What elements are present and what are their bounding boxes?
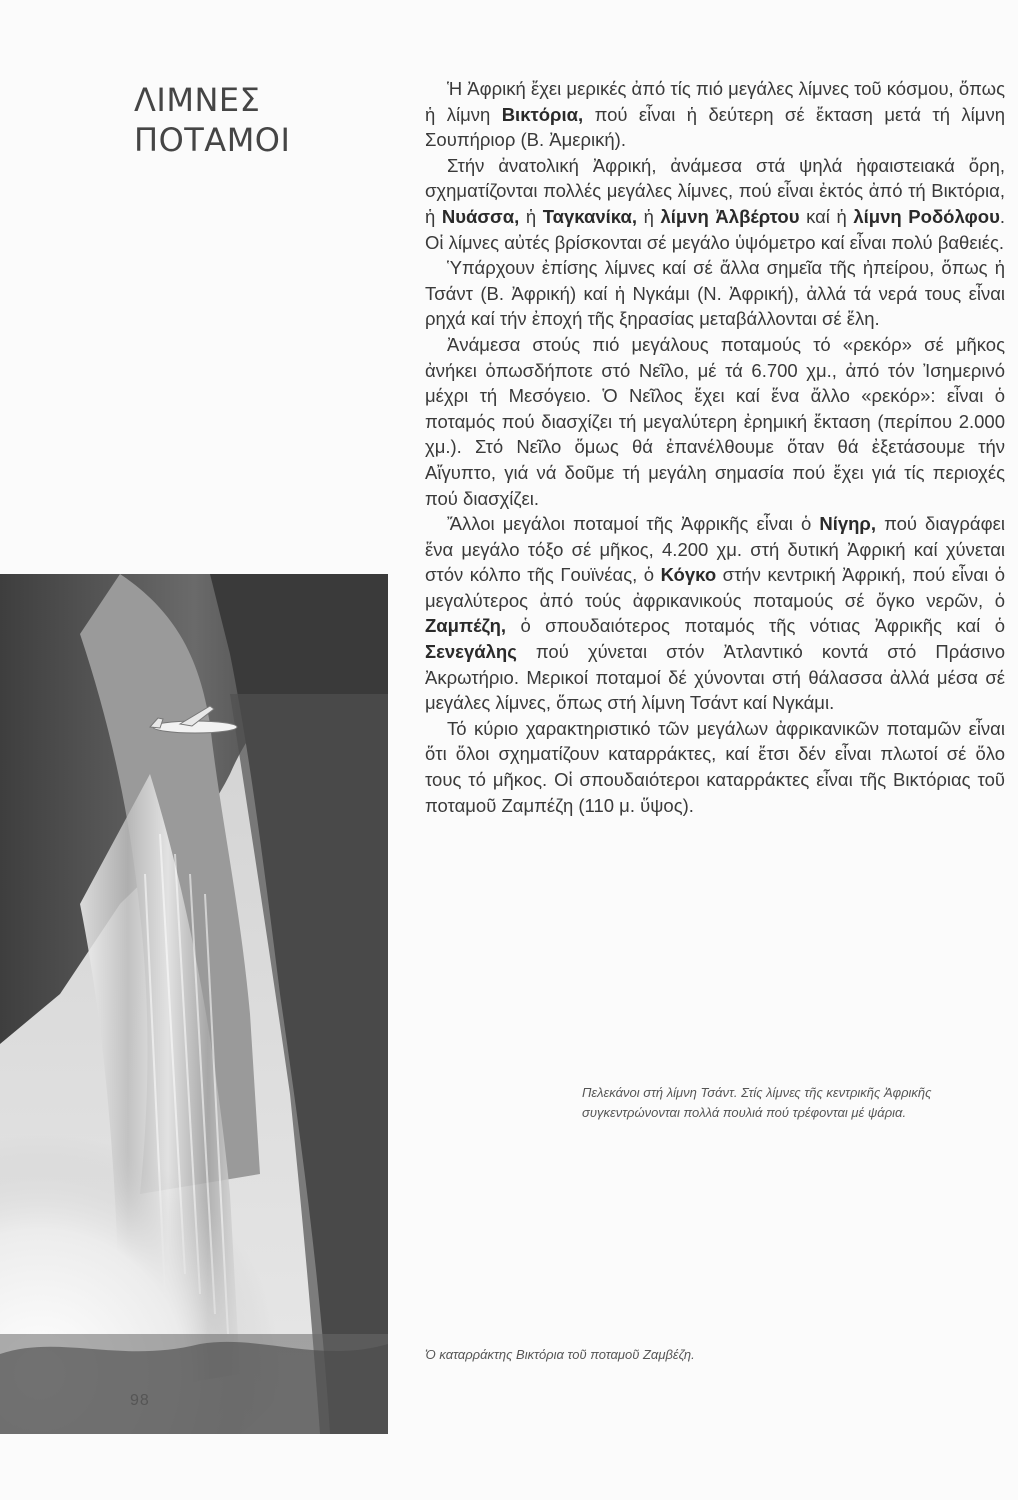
text-run: ἡ xyxy=(637,205,661,227)
heading-line-rivers: ΠΟΤΑΜΟΙ xyxy=(134,121,291,159)
paragraph-6 xyxy=(425,716,1005,818)
text-run: Τό κύριο χαρακτηριστικό τῶν μεγάλων ἀφρικανικῶν ποταμῶν εἶναι ὅτι ὅλοι σχηματίζουν καταρράκτες, καί ἔτσι δέν εἶναι πλωτοί σέ ὅλο τους τό μῆκος. Οἱ σπουδαιότεροι καταρράκτες εἶναι τῆς Βικτόριας τοῦ ποταμοῦ Ζαμπέζη (110 μ. ὕψος). xyxy=(425,717,1005,816)
text-run: πού εἶναι ἡ δεύτερη σέ ἔκταση μετά τή λίμνη Σουπήριορ (Β. Ἀμερική). xyxy=(425,103,1005,151)
bold-term: Νίγηρ, xyxy=(819,513,877,535)
caption-waterfall: Ὁ καταρράκτης Βικτόρια τοῦ ποταμοῦ Ζαμβέζη. xyxy=(425,1347,695,1362)
section-heading xyxy=(134,80,294,160)
bold-term: Σενεγάλης xyxy=(425,641,517,663)
bold-term: Ταγκανίκα, xyxy=(542,205,638,227)
paragraph-1 xyxy=(425,76,1005,153)
text-run: καί ἡ xyxy=(799,205,854,227)
bold-term: Ζαμπέζη, xyxy=(425,615,507,637)
text-run: στήν κεντρική Ἀφρική, πού εἶναι ὁ μεγαλύτερος ἀπό τούς ἀφρικανικούς ποταμούς σέ ὄγκο νερῶν, ὁ xyxy=(425,564,1005,611)
text-run: πού χύνεται στόν Ἀτλαντικό κοντά στό Πράσινο Ἀκρωτήριο. Μερικοί ποταμοί δέ χύνονται στή θάλασσα ἀλλά μέσα σέ μεγάλες λίμνες, ὅπως στή λίμνη Τσάντ καί Νγκάμι. xyxy=(425,641,1005,714)
text-run: Στήν ἀνατολική Ἀφρική, ἀνάμεσα στά ψηλά ἡφαιστειακά ὄρη, σχηματίζονται πολλές μεγάλες λίμνες, πού εἶναι ἐκτός ἀπό τή Βικτόρια, ἡ xyxy=(425,154,1005,227)
page-number: 98 xyxy=(130,1392,150,1409)
paragraph-2 xyxy=(425,153,1005,255)
text-run: ἡ xyxy=(519,205,543,227)
bold-term: Βικτόρια, xyxy=(501,103,584,125)
text-run: Ὑπάρχουν ἐπίσης λίμνες καί σέ ἄλλα σημεῖα τῆς ἠπείρου, ὅπως ἡ Τσάντ (Β. Ἀφρική) καί ἡ Νγκάμι (Ν. Ἀφρική), ἀλλά τά νερά τους εἶναι ρηχά καί τήν ἐποχή τῆς ξηρασίας μεταβάλλονται σέ ἕλη. xyxy=(425,257,1005,330)
text-run: πού διαγράφει ἕνα μεγάλο τόξο σέ μῆκος, 4.200 χμ. στή δυτική Ἀφρική καί χύνεται στόν κόλπο τῆς Γουϊνέας, ὁ xyxy=(425,513,1005,586)
bold-term: λίμνη Ροδόλφου xyxy=(853,205,1000,227)
text-run: . Οἱ λίμνες αὐτές βρίσκονται σέ μεγάλο ὑψόμετρο καί εἶναι πολύ βαθειές. xyxy=(425,205,1005,253)
text-run: Ἄλλοι μεγάλοι ποταμοί τῆς Ἀφρικῆς εἶναι ὁ xyxy=(447,513,820,535)
heading-line-lakes: ΛΙΜΝΕΣ xyxy=(134,81,261,119)
caption-pelicans: Πελεκάνοι στή λίμνη Τσάντ. Στίς λίμνες τῆς κεντρικῆς Ἀφρικῆς συγκεντρώνονται πολλά πουλιά πού τρέφονται μέ ψάρια. xyxy=(582,1085,932,1120)
text-run: Ἀνάμεσα στούς πιό μεγάλους ποταμούς τό «ρεκόρ» σέ μῆκος ἀνήκει ὁπωσδήποτε στό Νεῖλο, μέ τά 6.700 χμ., ἀπό τόν Ἰσημερινό μέχρι τή Μεσόγειο. Ὁ Νεῖλος ἔχει καί ἕνα ἄλλο «ρεκόρ»: εἶναι ὁ ποταμός πού διασχίζει τή μεγαλύτερη ἐρημική ἔκταση (περίπου 2.000 χμ.). Στό Νεῖλο ὅμως θά ἐπανέλθουμε ὅταν θά ἐξετάσουμε τήν Αἴγυπτο, γιά νά δοῦμε τή μεγάλη σημασία πού ἔχει γιά τίς περιοχές πού διασχίζει. xyxy=(425,333,1005,509)
paragraph-5 xyxy=(425,511,1005,716)
paragraph-4 xyxy=(425,332,1005,511)
bold-term: Νυάσσα, xyxy=(441,205,520,227)
waterfall-photo xyxy=(0,574,388,1434)
text-run: Ἡ Ἀφρική ἔχει μερικές ἀπό τίς πιό μεγάλες λίμνες τοῦ κόσμου, ὅπως ἡ λίμνη xyxy=(425,78,1005,125)
paragraph-3 xyxy=(425,255,1005,332)
article-body xyxy=(425,76,1005,818)
waterfall-image xyxy=(0,574,388,1434)
bold-term: λίμνη Ἀλβέρτου xyxy=(660,205,800,227)
bold-term: Κόγκο xyxy=(660,564,717,586)
text-run: ὁ σπουδαιότερος ποταμός τῆς νότιας Ἀφρικῆς καί ὁ xyxy=(506,615,1005,637)
